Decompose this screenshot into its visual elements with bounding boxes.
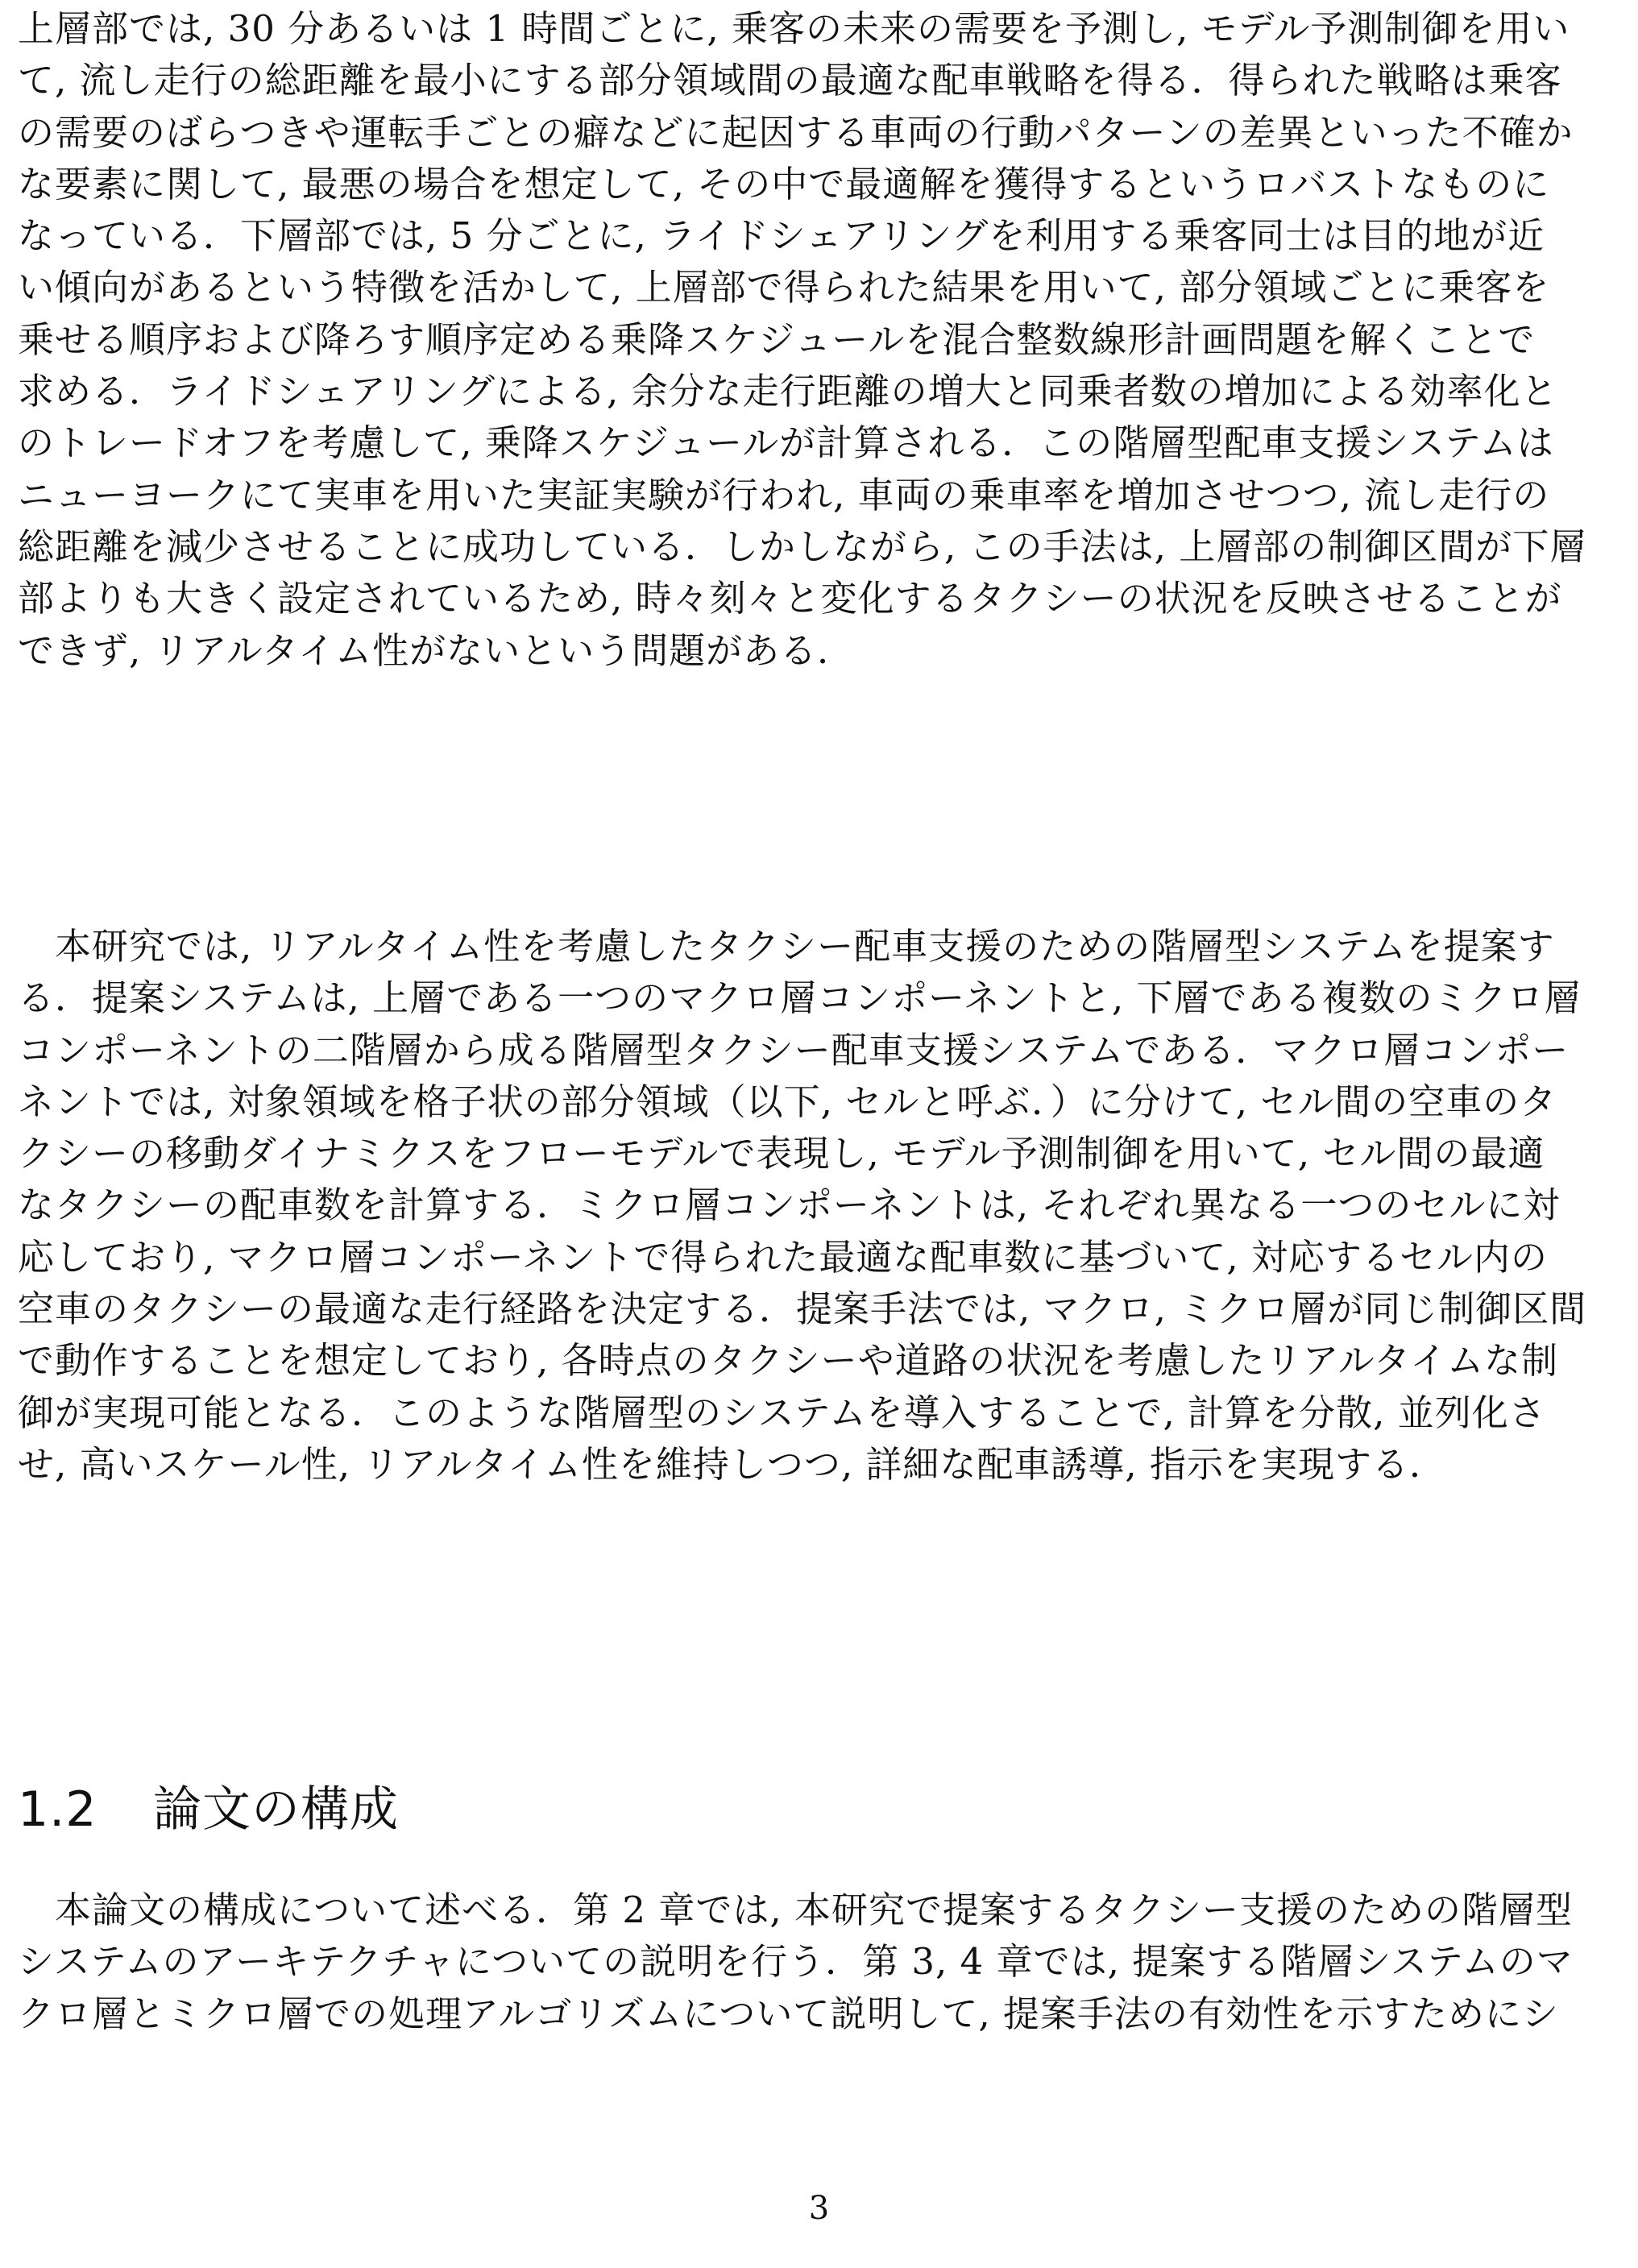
text-line: クシーの移動ダイナミクスをフローモデルで表現し, モデル予測制御を用いて, セル間の最適	[18, 1132, 1545, 1175]
text-line: る．提案システムは, 上層である一つのマクロ層コンポーネントと, 下層である複数のミクロ層	[18, 976, 1582, 1020]
text-line: て, 流し走行の総距離を最小にする部分領域間の最適な配車戦略を得る．得られた戦略は乗客	[18, 59, 1562, 102]
text-line: で動作することを想定しており, 各時点のタクシーや道路の状況を考慮したリアルタイムな制	[18, 1339, 1559, 1383]
text-line: せ, 高いスケール性, リアルタイム性を維持しつつ, 詳細な配車誘導, 指示を実現する．	[18, 1442, 1447, 1486]
text-line: 求める．ライドシェアリングによる, 余分な走行距離の増大と同乗者数の増加による効率化と	[18, 370, 1558, 413]
paragraph-3	[18, 1884, 1621, 2040]
text-line: 総距離を減少させることに成功している．しかしながら, この手法は, 上層部の制御区間が下層	[18, 525, 1587, 568]
paragraph-1	[18, 3, 1621, 677]
text-line: 空車のタクシーの最適な走行経路を決定する．提案手法では, マクロ, ミクロ層が同じ制御区間	[18, 1287, 1587, 1331]
text-line: 本研究では, リアルタイム性を考慮したタクシー配車支援のための階層型システムを提案す	[55, 925, 1555, 968]
text-line: 上層部では, 30 分あるいは 1 時間ごとに, 乗客の未来の需要を予測し, モデル予測制御を用い	[18, 7, 1570, 50]
page-number: 3	[808, 2190, 830, 2227]
text-line: のトレードオフを考慮して, 乗降スケジュールが計算される．この階層型配車支援システムは	[18, 421, 1554, 465]
paragraph-2	[18, 921, 1621, 1491]
text-line: システムのアーキテクチャについての説明を行う．第 3, 4 章では, 提案する階層システムのマ	[18, 1940, 1574, 1984]
text-line: 本論文の構成について述べる．第 2 章では, 本研究で提案するタクシー支援のための階層型	[55, 1889, 1573, 1931]
text-line: クロ層とミクロ層での処理アルゴリズムについて説明して, 提案手法の有効性を示すためにシ	[18, 1992, 1560, 2035]
text-line: ネントでは, 対象領域を格子状の部分領域（以下, セルと呼ぶ．）に分けて, セル間の空車のタ	[18, 1080, 1557, 1123]
text-line: 部よりも大きく設定されているため, 時々刻々と変化するタクシーの状況を反映させることが	[18, 577, 1562, 620]
text-line: 乗せる順序および降ろす順序定める乗降スケジュールを混合整数線形計画問題を解くことで	[18, 317, 1536, 361]
text-line: なっている．下層部では, 5 分ごとに, ライドシェアリングを利用する乗客同士は目的地が近	[18, 214, 1545, 258]
text-line: 御が実現可能となる．このような階層型のシステムを導入することで, 計算を分散, 並列化さ	[18, 1391, 1546, 1434]
text-line: コンポーネントの二階層から成る階層型タクシー配車支援システムである．マクロ層コンポー	[18, 1028, 1570, 1072]
section-heading	[18, 1777, 399, 1842]
section-number: 1.2	[18, 1781, 97, 1838]
text-line: の需要のばらつきや運転手ごとの癖などに起因する車両の行動パターンの差異といった不確か	[18, 110, 1574, 154]
section-title: 論文の構成	[153, 1781, 399, 1838]
text-line: ニューヨークにて実車を用いた実証実験が行われ, 車両の乗車率を増加させつつ, 流し走行の	[18, 473, 1550, 516]
text-line: できず, リアルタイム性がないという問題がある．	[18, 628, 855, 672]
text-line: なタクシーの配車数を計算する．ミクロ層コンポーネントは, それぞれ異なる一つのセルに対	[18, 1184, 1561, 1227]
text-line: な要素に関して, 最悪の場合を想定して, その中で最適解を獲得するというロバストなものに	[18, 162, 1550, 205]
text-line: 応しており, マクロ層コンポーネントで得られた最適な配車数に基づいて, 対応するセル内の	[18, 1235, 1548, 1279]
text-line: い傾向があるという特徴を活かして, 上層部で得られた結果を用いて, 部分領域ごとに乗客を	[18, 266, 1550, 309]
